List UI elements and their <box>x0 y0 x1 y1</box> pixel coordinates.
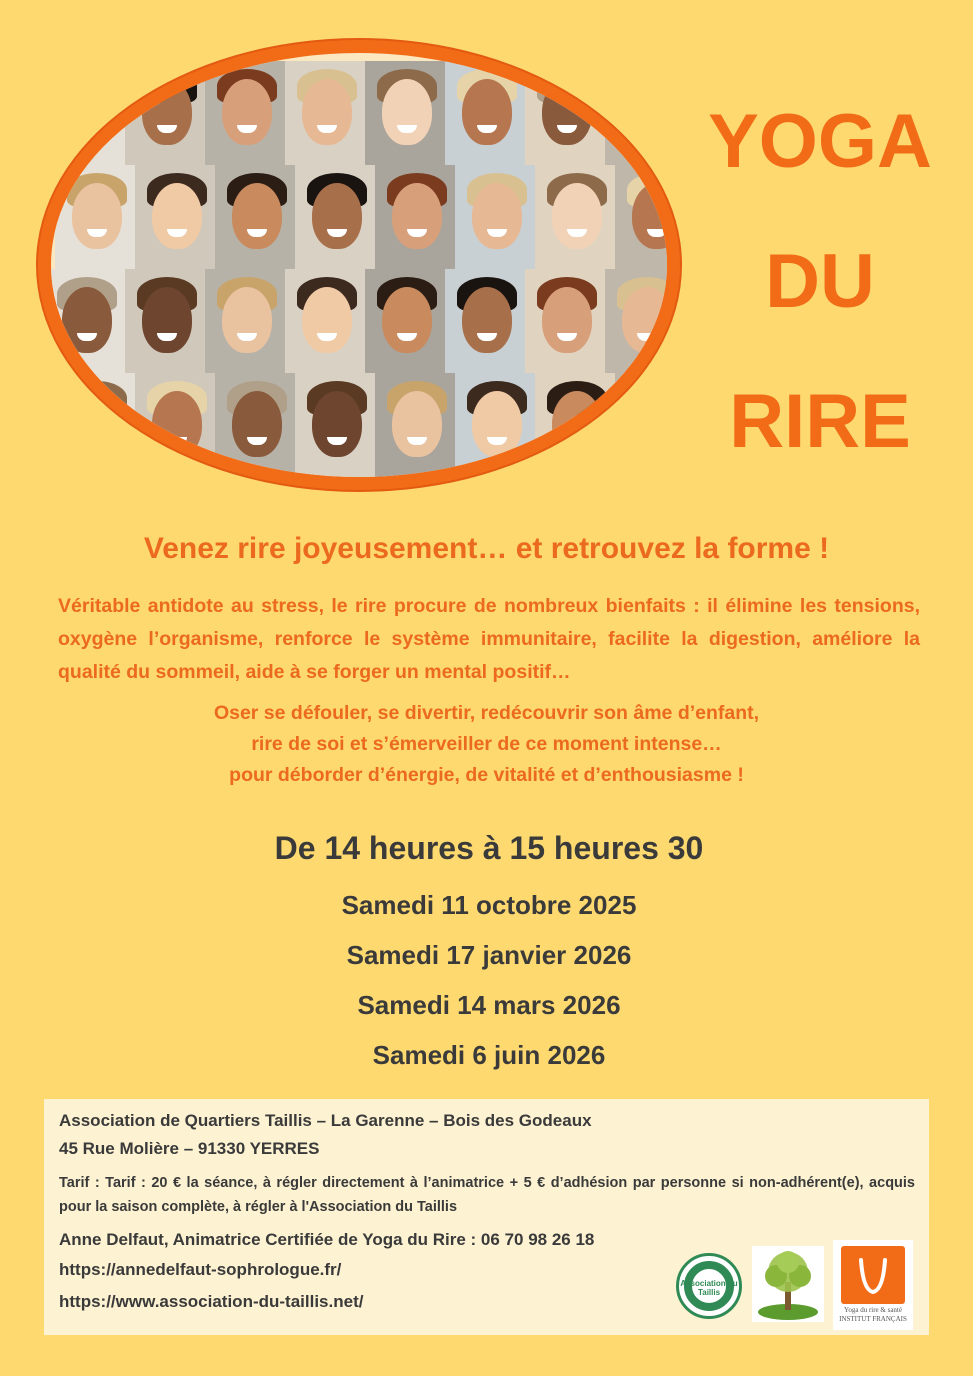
tree-icon <box>752 1246 824 1322</box>
face-photo <box>285 269 369 373</box>
face-photo <box>605 269 680 373</box>
face-photo <box>295 165 379 269</box>
yoga-du-rire-institut-logo <box>833 1240 913 1330</box>
face-photo <box>45 269 129 373</box>
session-date: Samedi 6 juin 2026 <box>372 1040 606 1070</box>
face-photo <box>375 165 459 269</box>
smile-icon <box>841 1246 905 1304</box>
invitation-line-2: rire de soi et s’émerveiller de ce moment intense… <box>251 733 722 755</box>
institute-caption <box>833 1306 913 1324</box>
face-photo <box>445 269 529 373</box>
face-photo <box>125 269 209 373</box>
contact-line: Anne Delfaut, Animatrice Certifiée de Yoga du Rire : 06 70 98 26 18 <box>59 1230 595 1249</box>
face-photo <box>205 269 289 373</box>
face-photo <box>55 373 139 477</box>
face-photo <box>365 61 449 165</box>
association-logo-text: Association du Taillis <box>680 1279 738 1297</box>
institute-caption-line: Yoga du rire & santé <box>843 1306 902 1314</box>
link-association[interactable]: https://www.association-du-taillis.net/ <box>59 1292 364 1311</box>
face-photo <box>455 165 539 269</box>
face-photo <box>55 165 139 269</box>
face-photo <box>45 61 129 165</box>
face-photo <box>525 269 609 373</box>
benefits-paragraph: Véritable antidote au stress, le rire procure de nombreux bienfaits : il élimine les tensions, oxygène l’organisme, renforce le système immunitaire, facilite la digestion, améliore la qualité du sommeil, aide à se forger un mental positif… <box>58 595 920 683</box>
invitation-line-1: Oser se défouler, se divertir, redécouvrir son âme d’enfant, <box>213 702 760 724</box>
face-photo <box>615 373 680 477</box>
tree-logo <box>752 1246 824 1322</box>
tarif-text: Tarif : Tarif : 20 € la séance, à régler directement à l’animatrice + 5 € d’adhésion par personne si non-adhérent(e), acquis pour la saison complète, à régler à l'Association du Taillis <box>59 1175 915 1215</box>
face-photo <box>205 61 289 165</box>
institute-logo-mark <box>841 1246 905 1304</box>
face-photo <box>135 165 219 269</box>
face-photo <box>135 373 219 477</box>
association-taillis-logo <box>676 1253 742 1319</box>
headline: Venez rire joyeusement… et retrouvez la forme ! <box>143 532 830 565</box>
title-line-du: DU <box>765 239 875 324</box>
session-date: Samedi 11 octobre 2025 <box>341 890 637 920</box>
faces-photo-collage <box>38 40 680 490</box>
face-photo <box>535 373 619 477</box>
invitation-paragraph <box>40 698 933 791</box>
session-dates <box>0 884 973 1084</box>
association-address: 45 Rue Molière – 91330 YERRES <box>59 1139 320 1158</box>
face-photo <box>525 61 609 165</box>
session-hours: De 14 heures à 15 heures 30 <box>274 830 704 866</box>
face-photo <box>455 373 539 477</box>
association-name: Association de Quartiers Taillis – La Garenne – Bois des Godeaux <box>59 1111 592 1130</box>
institute-subcaption: INSTITUT FRANÇAIS <box>839 1315 907 1323</box>
title-line-rire: RIRE <box>729 379 911 464</box>
face-photo <box>285 61 369 165</box>
face-photo <box>445 61 529 165</box>
face-photo <box>215 165 299 269</box>
face-photo <box>535 165 619 269</box>
face-photo <box>605 61 680 165</box>
face-photo <box>215 373 299 477</box>
face-grid <box>51 53 667 477</box>
link-sophrologue[interactable]: https://annedelfaut-sophrologue.fr/ <box>59 1260 342 1279</box>
face-photo <box>365 269 449 373</box>
session-date: Samedi 17 janvier 2026 <box>346 940 632 970</box>
title-line-yoga: YOGA <box>708 99 932 184</box>
poster-title <box>690 72 950 492</box>
face-photo <box>295 373 379 477</box>
face-photo <box>375 373 459 477</box>
face-photo <box>125 61 209 165</box>
invitation-line-3: pour déborder d’énergie, de vitalité et d’enthousiasme ! <box>229 764 744 786</box>
session-date: Samedi 14 mars 2026 <box>357 990 621 1020</box>
face-photo <box>615 165 680 269</box>
